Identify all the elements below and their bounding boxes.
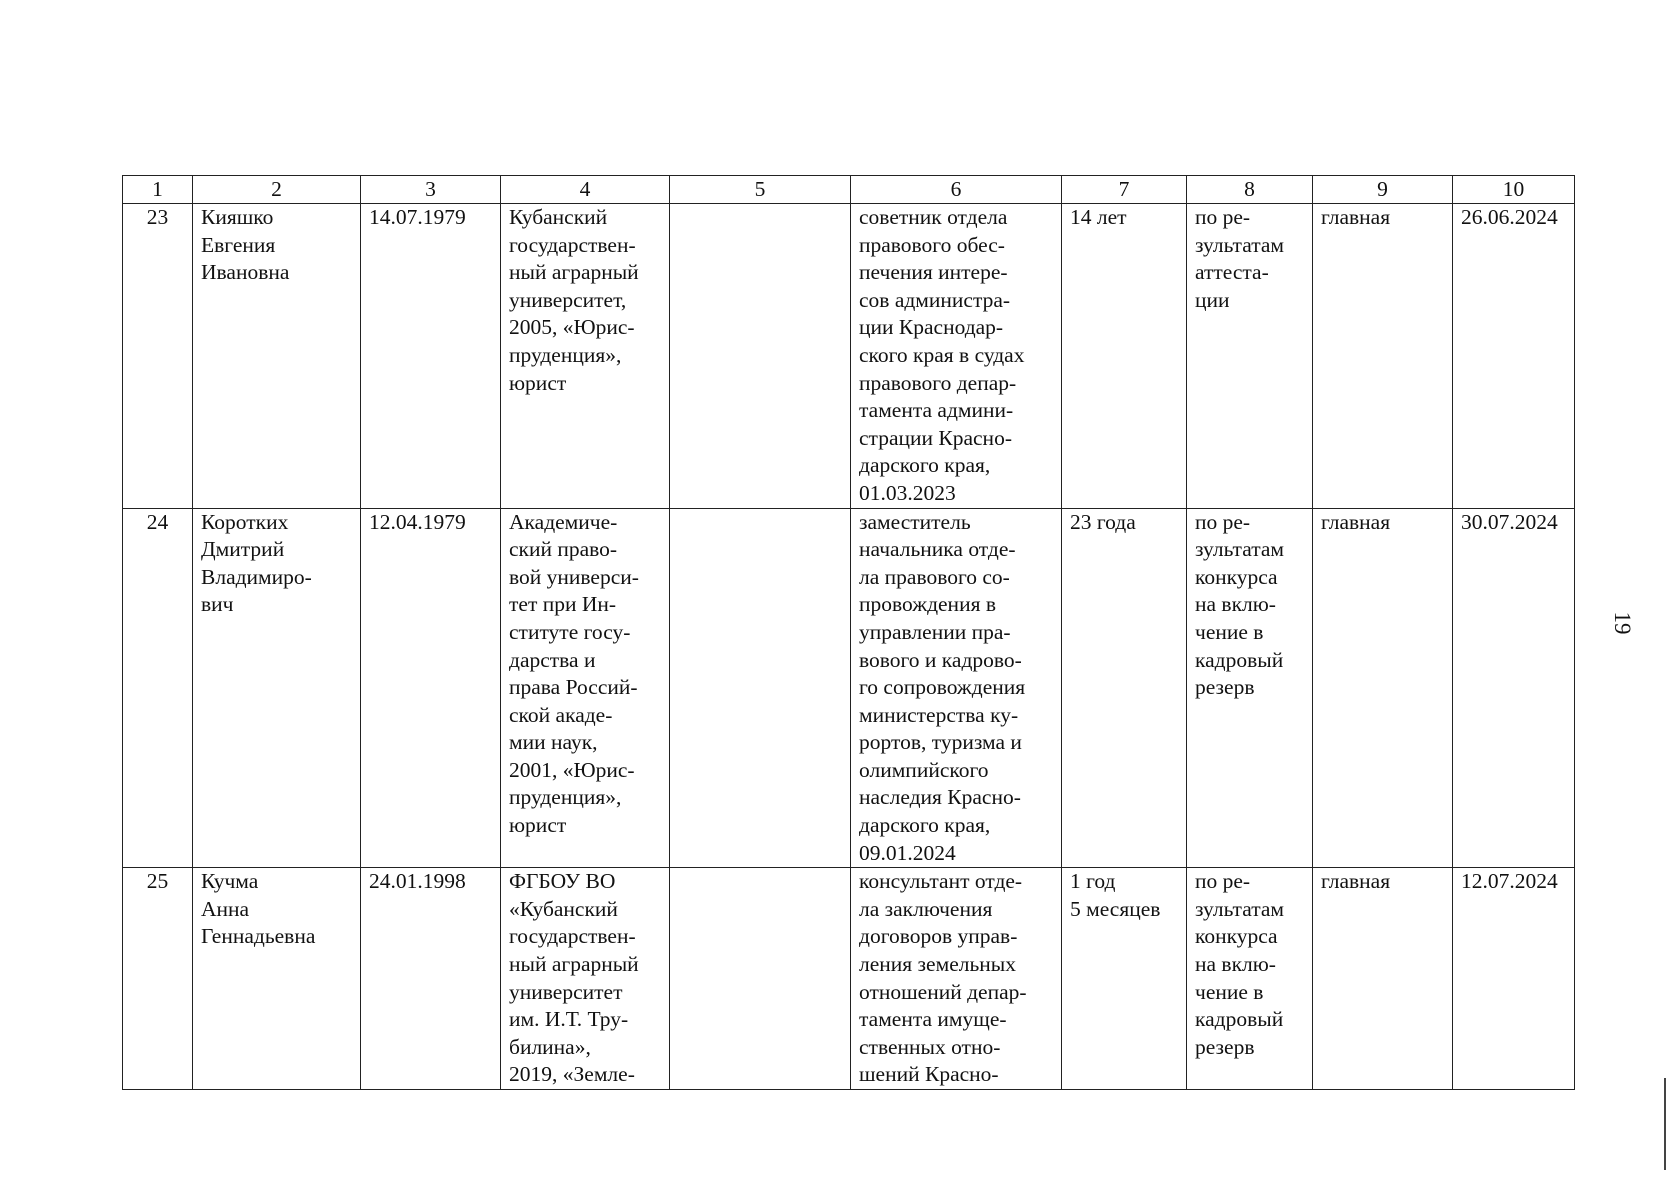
position: консультант отде- ла заключения договоров управ- ления земельных отношений депар- тамента имуще- ственных отно- шений Красно- xyxy=(851,868,1062,1090)
birth-date: 14.07.1979 xyxy=(361,204,501,509)
margin-line xyxy=(1664,1078,1666,1170)
column-number: 9 xyxy=(1313,176,1453,204)
table-row xyxy=(123,508,1575,868)
position-group: главная xyxy=(1313,204,1453,509)
inclusion-basis: по ре- зультатам конкурса на вклю- чение в кадровый резерв xyxy=(1187,508,1313,868)
column-5-cell xyxy=(670,508,851,868)
column-number: 10 xyxy=(1453,176,1575,204)
education: Кубанский государствен- ный аграрный университет, 2005, «Юрис- пруденция», юрист xyxy=(501,204,670,509)
position: заместитель начальника отде- ла правового со- провождения в управлении пра- вового и кадрово- го сопровождения министерства ку- рортов, туризма и олимпийского наследия Красно- дарского края, 09.01.2024 xyxy=(851,508,1062,868)
position-group: главная xyxy=(1313,508,1453,868)
birth-date: 12.04.1979 xyxy=(361,508,501,868)
position: советник отдела правового обес- печения интере- сов администра- ции Краснодар- ского края в судах правового депар- тамента админи- страции Красно- дарского края, 01.03.2023 xyxy=(851,204,1062,509)
column-number: 8 xyxy=(1187,176,1313,204)
page-number: 19 xyxy=(1610,611,1635,635)
table-row xyxy=(123,204,1575,509)
column-number: 7 xyxy=(1062,176,1187,204)
column-number: 3 xyxy=(361,176,501,204)
experience: 14 лет xyxy=(1062,204,1187,509)
column-number: 2 xyxy=(193,176,361,204)
row-number: 24 xyxy=(123,508,193,868)
table-row xyxy=(123,868,1575,1090)
education: Академиче- ский право- вой универси- тет при Ин- ституте госу- дарства и права Россий- ской акаде- мии наук, 2001, «Юрис- пруденция», юрист xyxy=(501,508,670,868)
column-number: 1 xyxy=(123,176,193,204)
position-group: главная xyxy=(1313,868,1453,1090)
full-name: Кучма Анна Геннадьевна xyxy=(193,868,361,1090)
inclusion-date: 12.07.2024 xyxy=(1453,868,1575,1090)
column-number-header-row xyxy=(123,176,1575,204)
column-number: 4 xyxy=(501,176,670,204)
full-name: Коротких Дмитрий Владимиро- вич xyxy=(193,508,361,868)
full-name: Кияшко Евгения Ивановна xyxy=(193,204,361,509)
inclusion-date: 26.06.2024 xyxy=(1453,204,1575,509)
column-5-cell xyxy=(670,204,851,509)
personnel-reserve-table xyxy=(122,175,1575,1090)
education: ФГБОУ ВО «Кубанский государствен- ный аграрный университет им. И.Т. Тру- билина», 2019, «Земле- xyxy=(501,868,670,1090)
row-number: 25 xyxy=(123,868,193,1090)
column-5-cell xyxy=(670,868,851,1090)
inclusion-date: 30.07.2024 xyxy=(1453,508,1575,868)
experience: 23 года xyxy=(1062,508,1187,868)
column-number: 6 xyxy=(851,176,1062,204)
birth-date: 24.01.1998 xyxy=(361,868,501,1090)
column-number: 5 xyxy=(670,176,851,204)
inclusion-basis: по ре- зультатам конкурса на вклю- чение в кадровый резерв xyxy=(1187,868,1313,1090)
row-number: 23 xyxy=(123,204,193,509)
inclusion-basis: по ре- зультатам аттеста- ции xyxy=(1187,204,1313,509)
experience: 1 год 5 месяцев xyxy=(1062,868,1187,1090)
